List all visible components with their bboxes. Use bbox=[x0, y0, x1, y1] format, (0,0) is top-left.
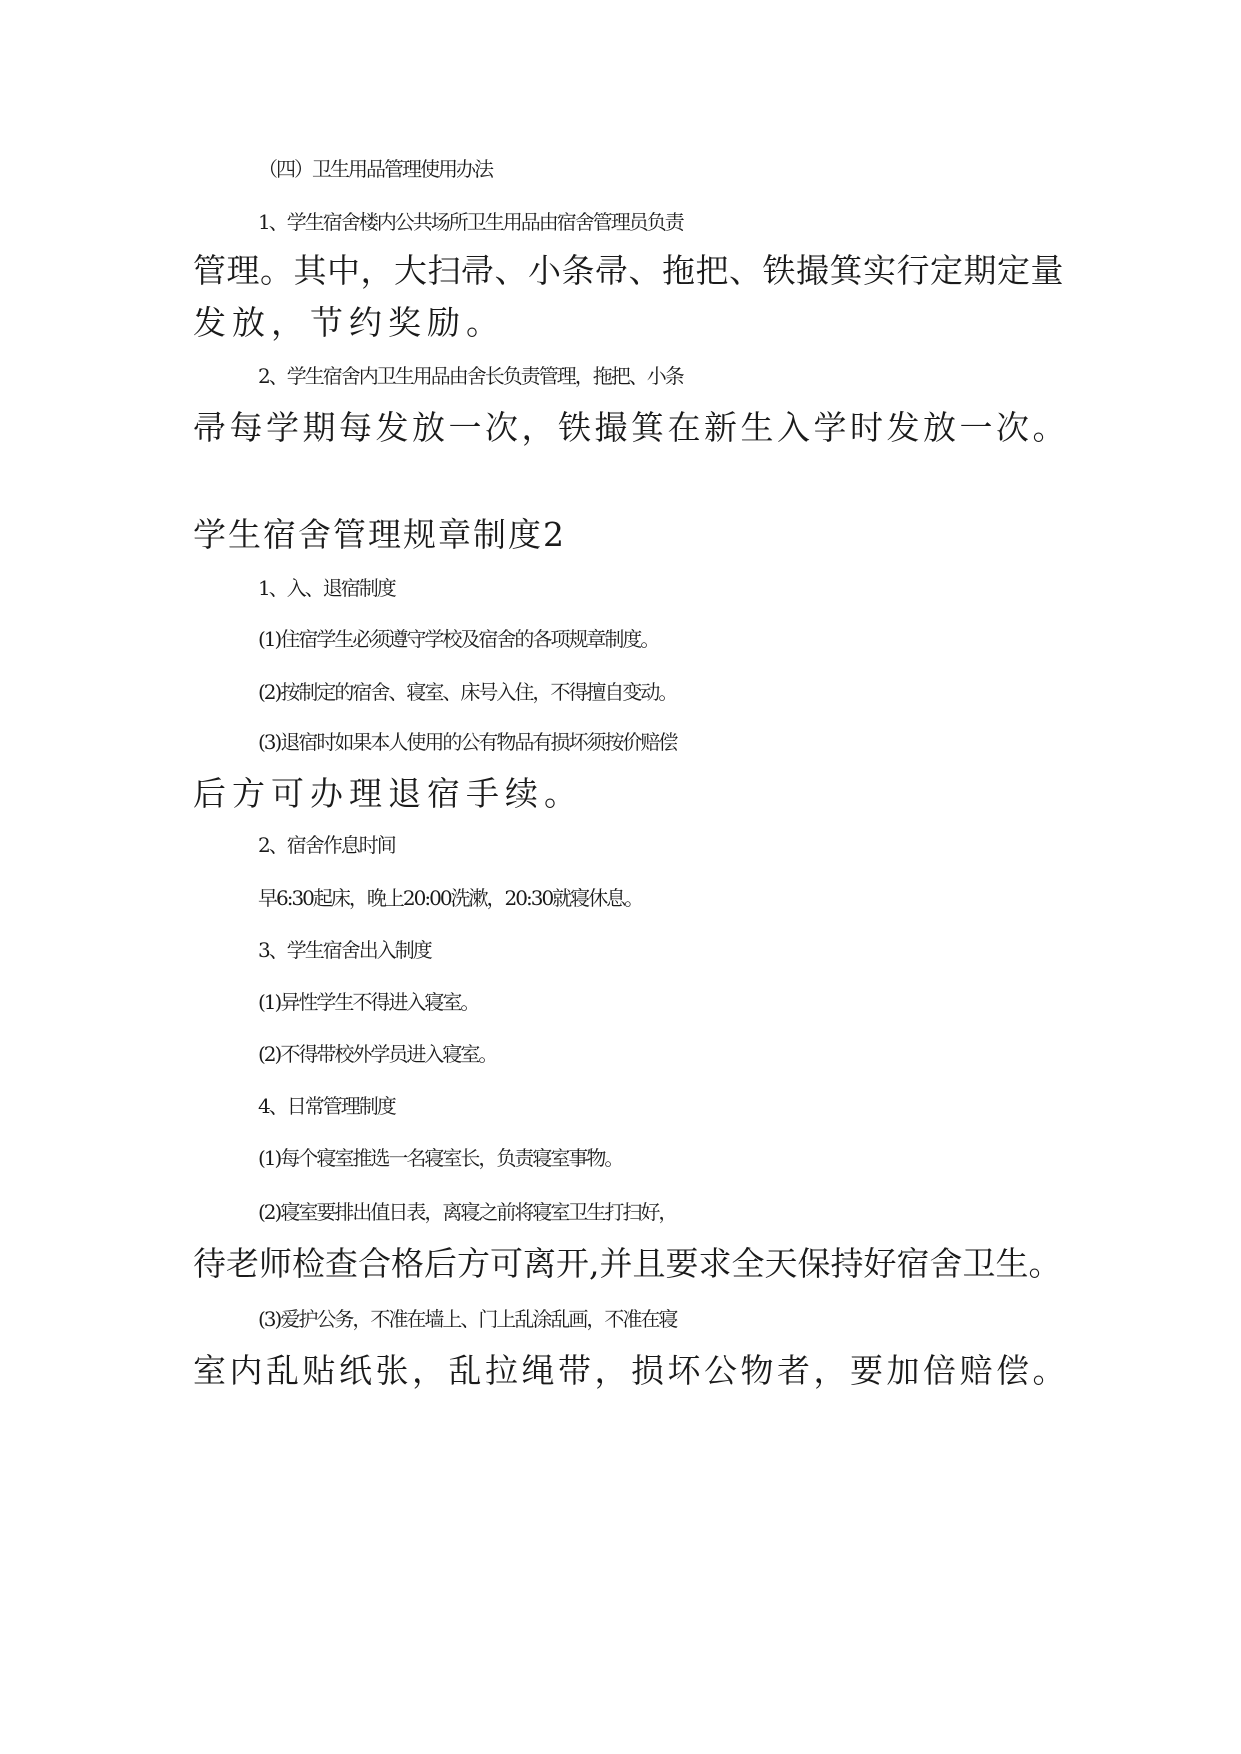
list-item: (3)爱护公务，不准在墙上、门上乱涂乱画，不准在寝 bbox=[258, 1307, 677, 1331]
paragraph-line: 1、学生宿舍楼内公共场所卫生用品由宿舍管理员负责 bbox=[258, 210, 683, 234]
paragraph-line: 帚每学期每发放一次，铁撮箕在新生入学时发放一次。 bbox=[193, 408, 1069, 447]
list-item-continuation: 待老师检查合格后方可离开,并且要求全天保持好宿舍卫生。 bbox=[193, 1244, 1062, 1283]
list-item-continuation: 后方可办理退宿手续。 bbox=[193, 774, 583, 813]
list-item: (1)住宿学生必须遵守学校及宿舍的各项规章制度。 bbox=[258, 627, 659, 651]
list-item: (2)按制定的宿舍、寝室、床号入住，不得擅自变动。 bbox=[258, 680, 677, 704]
list-item: (2)不得带校外学员进入寝室。 bbox=[258, 1042, 497, 1066]
list-item: (1)异性学生不得进入寝室。 bbox=[258, 990, 479, 1014]
subsection-heading: 3、学生宿舍出入制度 bbox=[258, 938, 431, 962]
subsection-heading: 1、入、退宿制度 bbox=[258, 576, 395, 600]
list-item: (1)每个寝室推选一名寝室长，负责寝室事物。 bbox=[258, 1146, 623, 1170]
section-heading: （四）卫生用品管理使用办法 bbox=[258, 157, 492, 181]
paragraph-line: 管理。其中，大扫帚、小条帚、拖把、铁撮箕实行定期定量 bbox=[193, 251, 1064, 290]
list-item-continuation: 室内乱贴纸张，乱拉绳带，损坏公物者，要加倍赔偿。 bbox=[193, 1351, 1069, 1390]
list-item: (2)寝室要排出值日表，离寝之前将寝室卫生打扫好， bbox=[258, 1200, 677, 1224]
document-title: 学生宿舍管理规章制度2 bbox=[193, 515, 566, 554]
list-item: (3)退宿时如果本人使用的公有物品有损坏须按价赔偿 bbox=[258, 730, 677, 754]
paragraph-line: 发放，节约奖励。 bbox=[193, 303, 505, 342]
schedule-text: 早6:30起床，晚上20:00洗漱，20:30就寝休息。 bbox=[258, 886, 643, 910]
subsection-heading: 2、宿舍作息时间 bbox=[258, 833, 395, 857]
subsection-heading: 4、日常管理制度 bbox=[258, 1094, 395, 1118]
paragraph-line: 2、学生宿舍内卫生用品由舍长负责管理，拖把、小条 bbox=[258, 364, 683, 388]
